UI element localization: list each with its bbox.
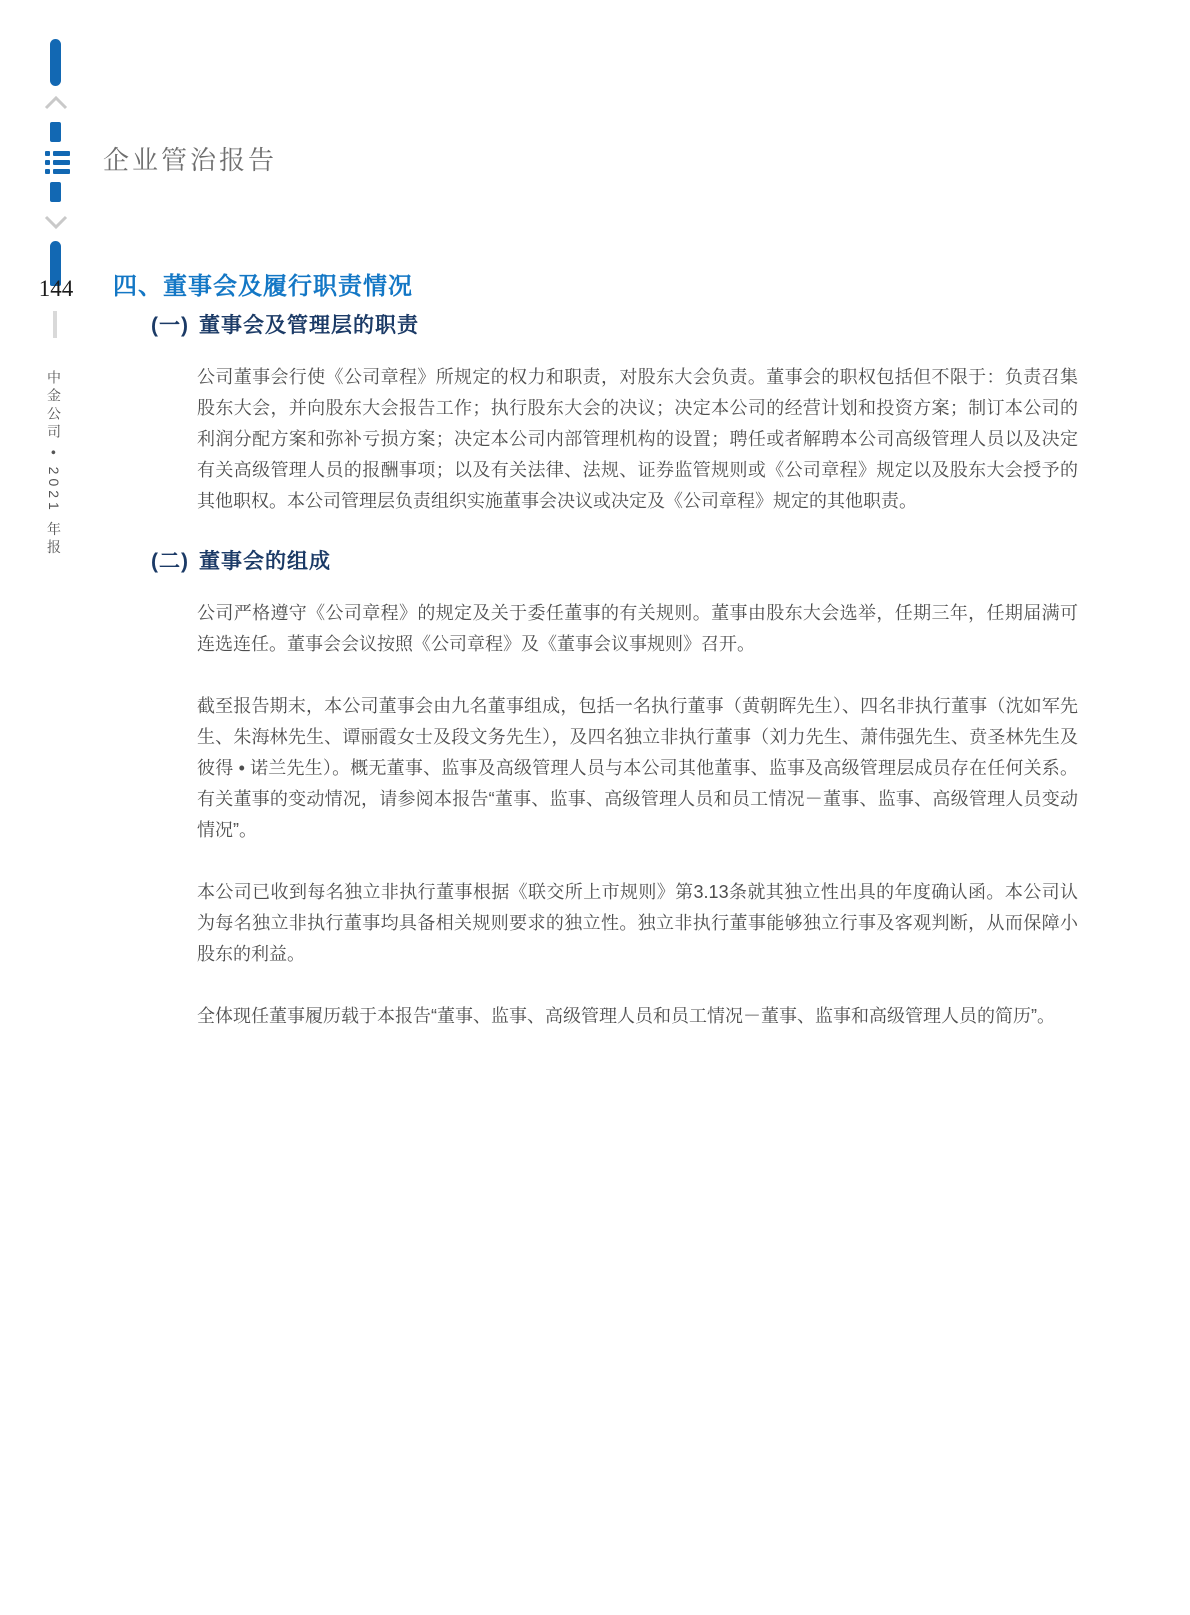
chevron-down-icon (44, 215, 68, 230)
body-paragraph: 公司董事会行使《公司章程》所规定的权力和职责，对股东大会负责。董事会的职权包括但不限于：负责召集股东大会，并向股东大会报告工作；执行股东大会的决议；决定本公司的经营计划和投资方案；制订本公司的利润分配方案和弥补亏损方案；决定本公司内部管理机构的设置；聘任或者解聘本公司高级管理人员以及决定有关高级管理人员的报酬事项；以及有关法律、法规、证券监管规则或《公司章程》规定以及股东大会授予的其他职权。本公司管理层负责组织实施董事会决议或决定及《公司章程》规定的其他职责。 (197, 367, 1078, 511)
square-marker-icon (50, 182, 61, 202)
section-title: 四、董事会及履行职责情况 (113, 273, 413, 300)
chapter-label: 企业管治报告 (103, 146, 278, 175)
subsection-marker: (二) (151, 550, 189, 573)
square-marker-icon (50, 122, 61, 142)
subsection-board-duties (113, 312, 1103, 517)
chevron-up-icon (44, 95, 68, 110)
page-number: 144 (38, 276, 74, 301)
bookmark-bar-icon (50, 39, 61, 86)
body-paragraph: 公司严格遵守《公司章程》的规定及关于委任董事的有关规则。董事由股东大会选举，任期三年，任期届满可连选连任。董事会会议按照《公司章程》及《董事会议事规则》召开。 (197, 603, 1078, 654)
page-number-rule (53, 311, 57, 338)
subsection-heading-text: 董事会及管理层的职责 (199, 314, 419, 337)
body-paragraph: 本公司已收到每名独立非执行董事根据《联交所上市规则》第3.13条就其独立性出具的年度确认函。本公司认为每名独立非执行董事均具备相关规则要求的独立性。独立非执行董事能够独立行事及客观判断，从而保障小股东的利益。 (197, 882, 1078, 964)
toc-list-icon (45, 151, 71, 174)
subsection-marker: (一) (151, 314, 189, 337)
subsection-board-composition (113, 548, 1103, 1032)
subsection-heading (151, 548, 1103, 576)
spine-text: 中金公司 • 2021 年报 (46, 370, 62, 558)
main-content (113, 272, 1103, 1063)
subsection-heading-text: 董事会的组成 (199, 550, 331, 573)
body-paragraph: 截至报告期末，本公司董事会由九名董事组成，包括一名执行董事（黄朝晖先生）、四名非执行董事（沈如军先生、朱海林先生、谭丽霞女士及段文务先生），及四名独立非执行董事（刘力先生、萧伟强先生、贲圣林先生及彼得 • 诺兰先生）。概无董事、监事及高级管理人员与本公司其他董事、监事及高级管理层成员存在任何关系。有关董事的变动情况，请参阅本报告“董事、监事、高级管理人员和员工情况－董事、监事、高级管理人员变动情况”。 (197, 696, 1078, 840)
subsection-heading (151, 312, 1103, 340)
body-paragraph: 全体现任董事履历载于本报告“董事、监事、高级管理人员和员工情况－董事、监事和高级管理人员的简历”。 (197, 1006, 1055, 1026)
